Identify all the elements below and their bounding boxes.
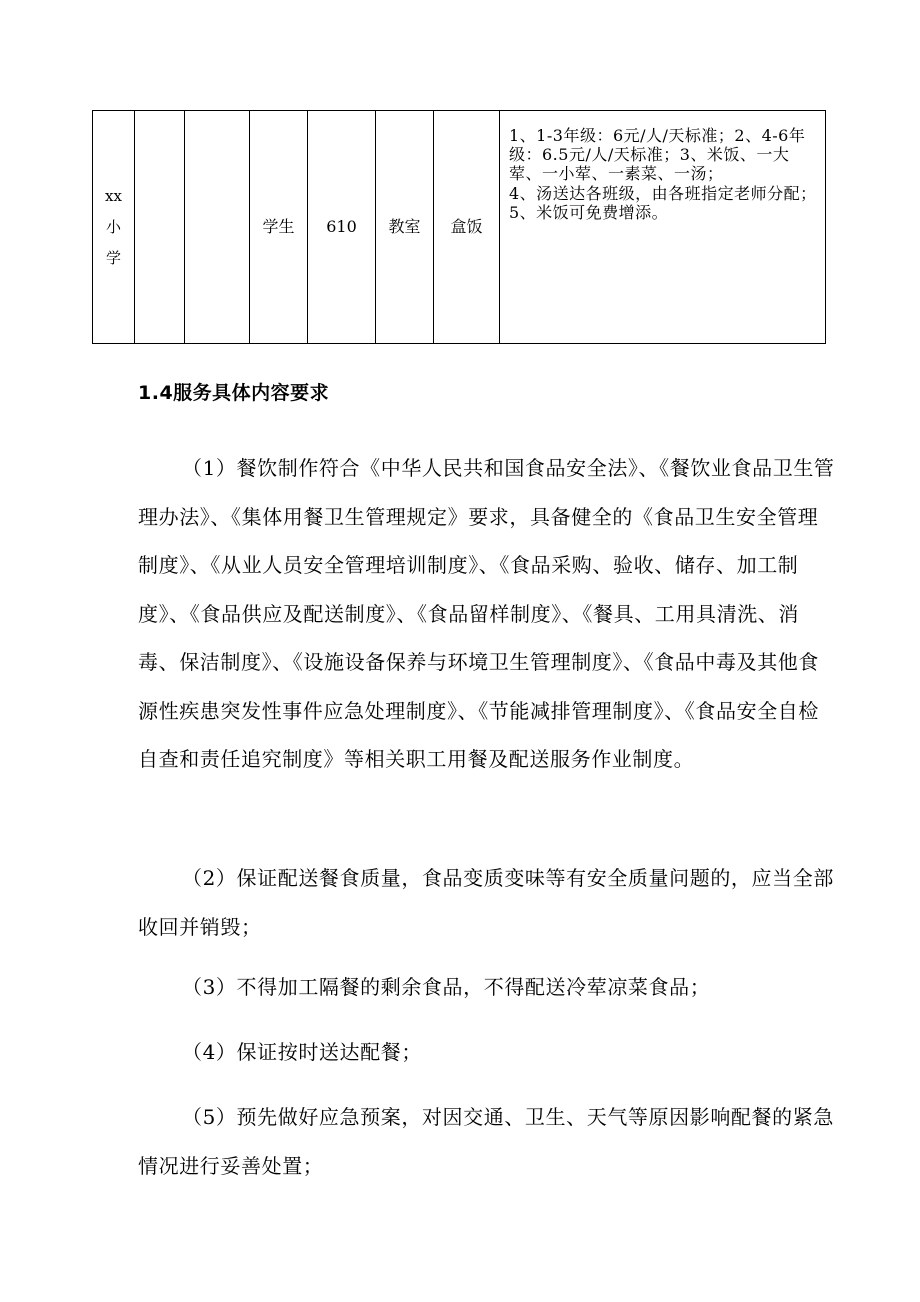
paragraph-2 <box>138 854 838 951</box>
school-name-part: 小 <box>105 218 121 236</box>
notes-cell <box>500 111 826 344</box>
paragraph-text: （5）预先做好应急预案，对因交通、卫生、天气等原因影响配餐的紧急情况进行妥善处置； <box>138 1105 834 1178</box>
school-name-cell <box>93 111 135 344</box>
paragraph-3 <box>138 963 838 1012</box>
note-line: 4、汤送达各班级，由各班指定老师分配；5、米饭可免费增添。 <box>509 183 817 222</box>
paragraph-1 <box>138 444 838 784</box>
paragraph-text: （2）保证配送餐食质量，食品变质变味等有安全质量问题的，应当全部收回并销毁； <box>138 866 834 939</box>
empty-cell <box>135 111 185 344</box>
table-row <box>93 111 826 344</box>
school-name-part: xx <box>105 187 122 205</box>
count-cell: 610 <box>308 111 376 344</box>
paragraph-text: （4）保证按时送达配餐； <box>182 1040 422 1064</box>
empty-cell <box>185 111 250 344</box>
target-cell: 学生 <box>250 111 308 344</box>
meal-service-table <box>92 110 826 344</box>
paragraph-text: （1）餐饮制作符合《中华人民共和国食品安全法》、《餐饮业食品卫生管理办法》、《集体用餐卫生管理规定》要求，具备健全的《食品卫生安全管理制度》、《从业人员安全管理培训制度》、《食品采购、验收、储存、加工制度》、《食品供应及配送制度》、《食品留样制度》、《餐具、工用具清洗、消毒、保洁制度》、《设施设备保养与环境卫生管理制度》、《食品中毒及其他食源性疾患突发性事件应急处理制度》、《节能减排管理制度》、《食品安全自检自查和责任追究制度》等相关职工用餐及配送服务作业制度。 <box>138 456 835 771</box>
paragraph-5 <box>138 1093 838 1190</box>
school-name-part: 学 <box>105 249 121 267</box>
place-cell: 教室 <box>376 111 434 344</box>
paragraph-text: （3）不得加工隔餐的剩余食品，不得配送冷荤凉菜食品； <box>182 975 711 999</box>
section-heading: 1.4服务具体内容要求 <box>138 382 330 404</box>
paragraph-4 <box>138 1028 838 1077</box>
note-line: 1、1-3年级：6元/人/天标准；2、4-6年级：6.5元/人/天标准；3、米饭、一大荤、一小荤、一素菜、一汤； <box>509 126 806 184</box>
meal-type-cell: 盒饭 <box>434 111 500 344</box>
